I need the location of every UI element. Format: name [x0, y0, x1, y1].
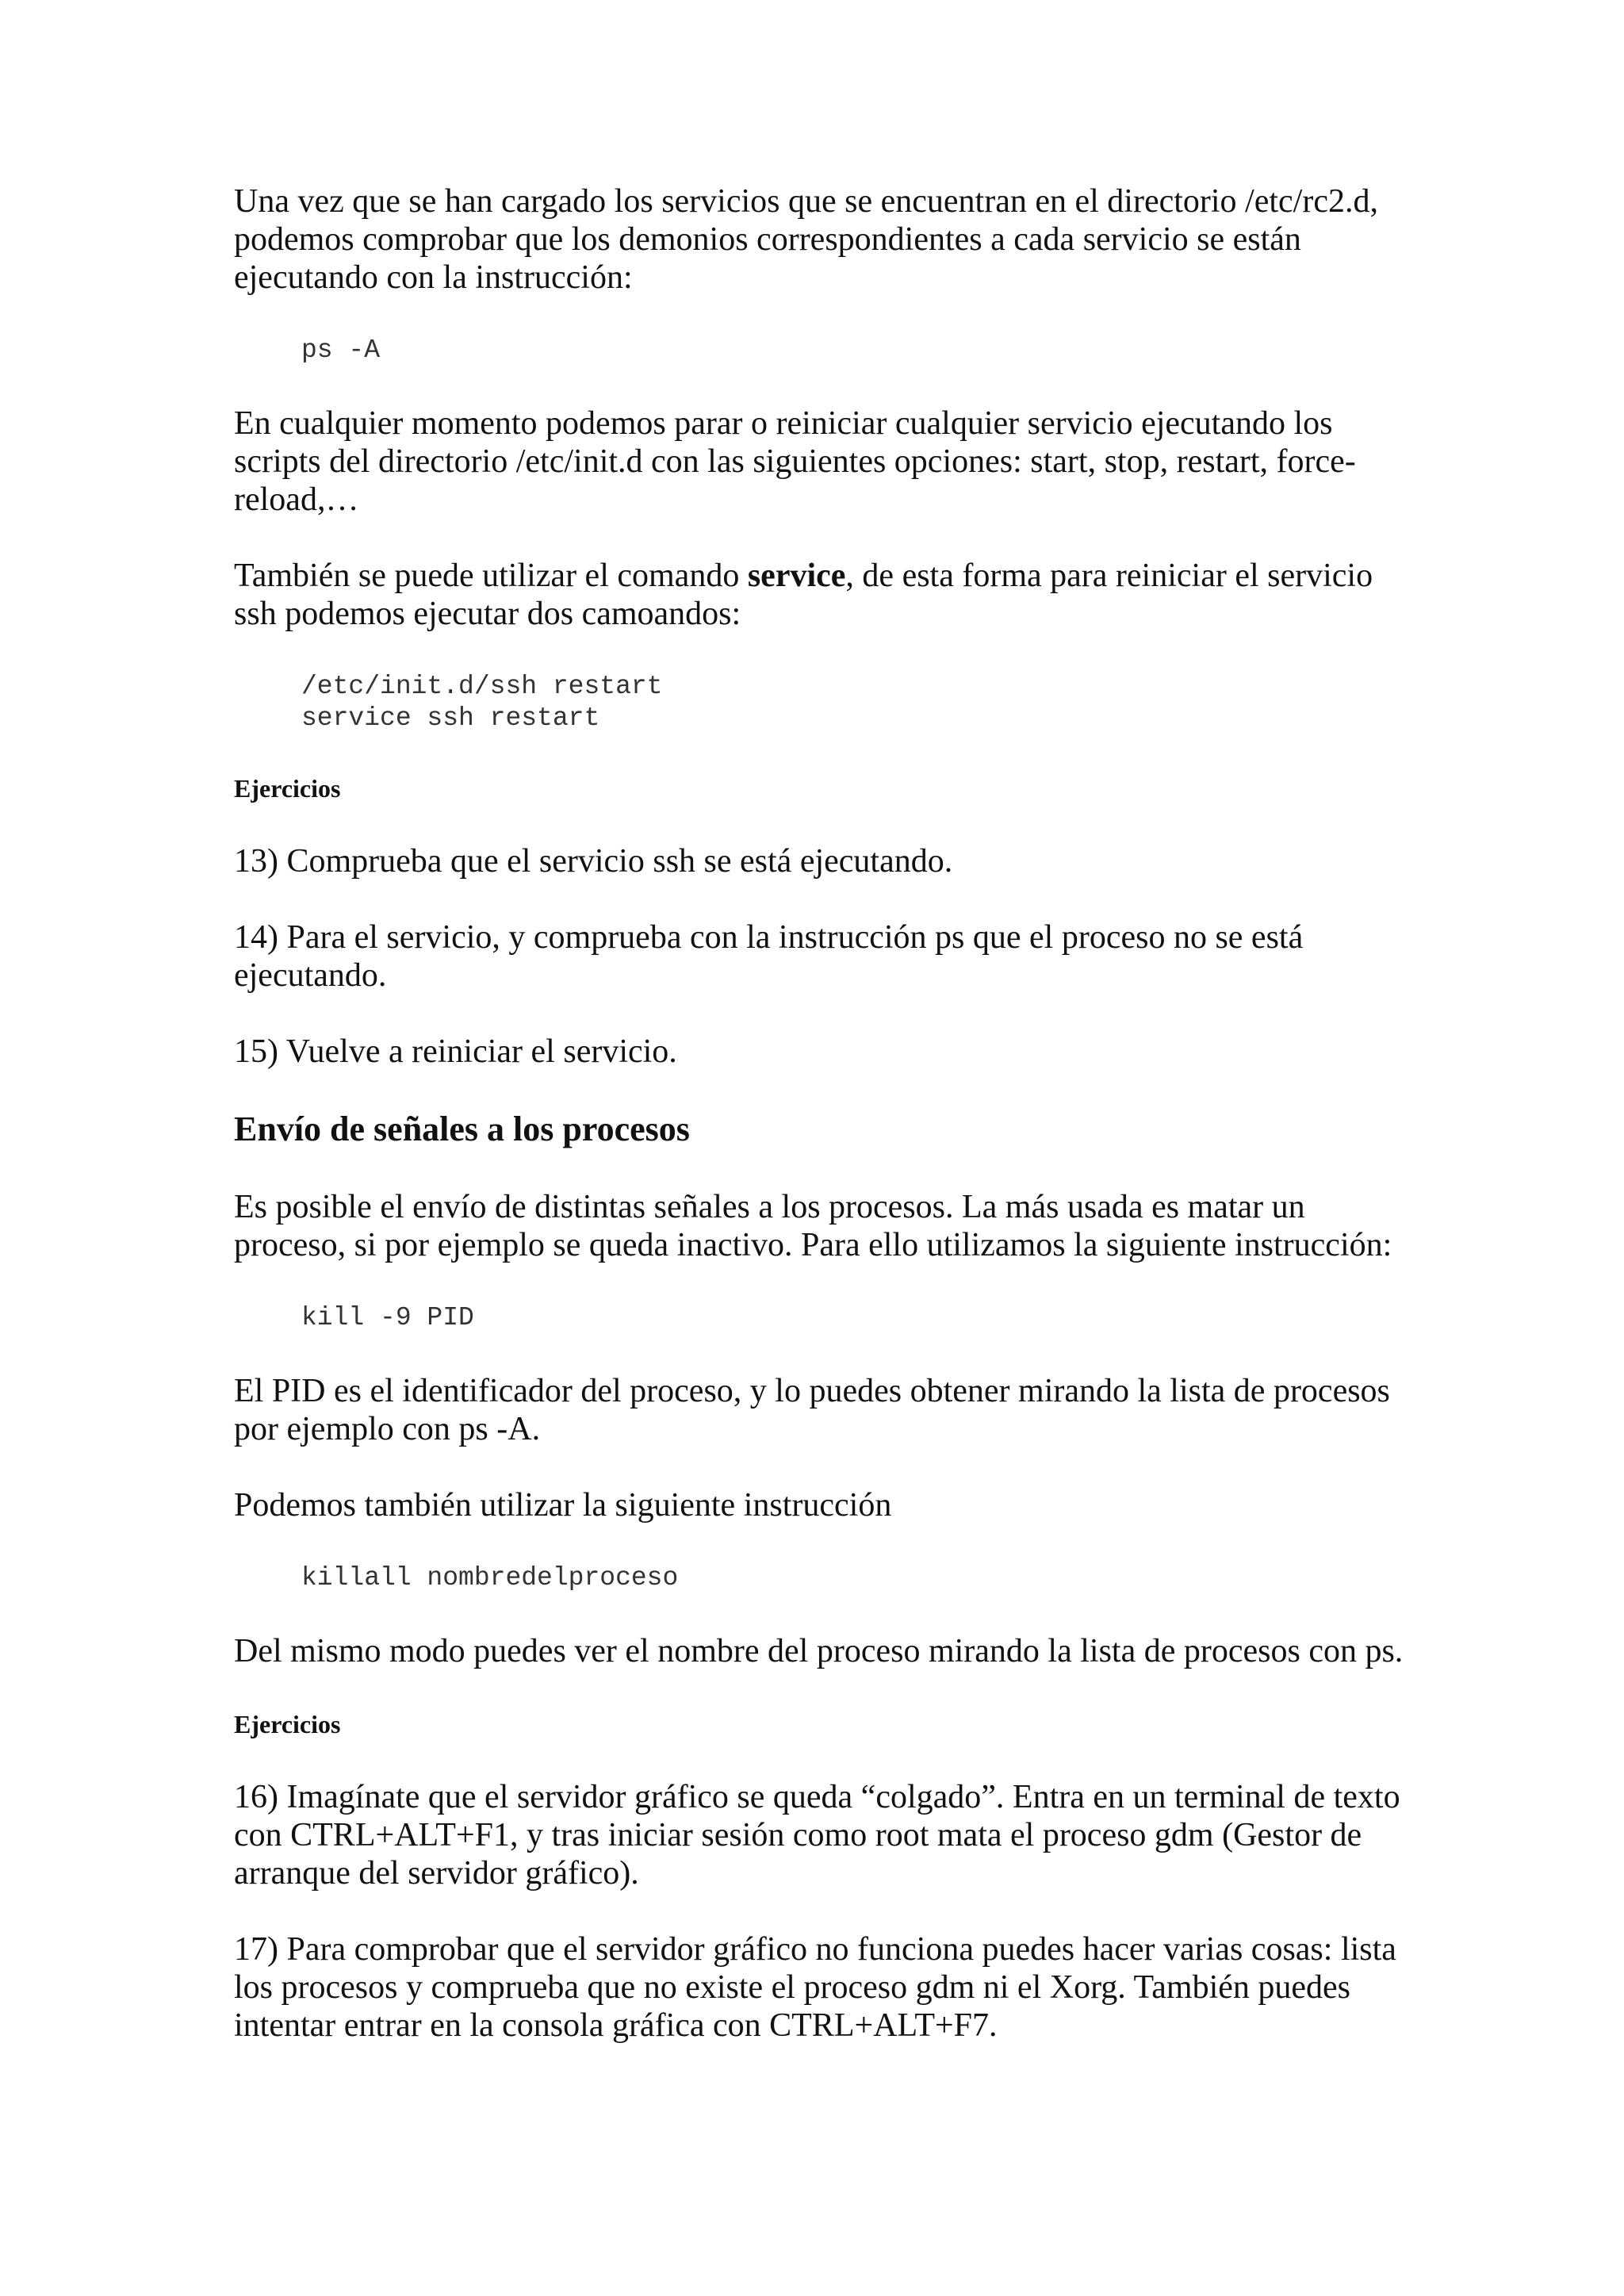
code-block-killall	[301, 1562, 1408, 1594]
code-block-ps	[301, 335, 1408, 366]
exercise-13: 13) Comprueba que el servicio ssh se está ejecutando.	[234, 843, 953, 880]
code-line-kill: kill -9 PID	[301, 1303, 474, 1332]
document-page	[234, 182, 1408, 2083]
paragraph-signals-intro: Es posible el envío de distintas señales a los procesos. La más usada es matar un proceso, si por ejemplo se queda inactivo. Para ello utilizamos la siguiente instrucción:	[234, 1189, 1392, 1263]
paragraph-rc2d: Una vez que se han cargado los servicios que se encuentran en el directorio /etc/rc2.d, podemos comprobar que los demonios correspondientes a cada servicio se están ejecutando con la instrucción:	[234, 183, 1378, 296]
paragraph-killall-intro: Podemos también utilizar la siguiente instrucción	[234, 1487, 892, 1524]
exercise-14: 14) Para el servicio, y comprueba con la instrucción ps que el proceso no se está ejecutando.	[234, 919, 1304, 994]
service-keyword: service	[747, 558, 846, 594]
exercises-heading: Ejercicios	[234, 774, 341, 803]
paragraph-init-scripts: En cualquier momento podemos parar o reiniciar cualquier servicio ejecutando los scripts del directorio /etc/init.d con las siguientes opciones: start, stop, restart, force-reload,…	[234, 405, 1356, 518]
code-block-kill	[301, 1302, 1408, 1334]
exercise-15: 15) Vuelve a reiniciar el servicio.	[234, 1033, 677, 1070]
code-line-killall: killall nombredelproceso	[301, 1563, 679, 1593]
exercises-heading-2: Ejercicios	[234, 1710, 341, 1738]
code-line-service-restart: service ssh restart	[301, 703, 600, 733]
paragraph-process-name: Del mismo modo puedes ver el nombre del proceso mirando la lista de procesos con ps.	[234, 1633, 1404, 1669]
code-block-ssh-restart	[301, 671, 1408, 734]
paragraph-service-text-before: También se puede utilizar el comando	[234, 558, 748, 594]
exercise-16: 16) Imagínate que el servidor gráfico se queda “colgado”. Entra en un terminal de texto con CTRL+ALT+F1, y tras iniciar sesión como root mata el proceso gdm (Gestor de arranque del servidor gráfico).	[234, 1779, 1400, 1892]
paragraph-service-command	[234, 557, 1408, 633]
code-line-init-restart: /etc/init.d/ssh restart	[301, 672, 663, 701]
paragraph-pid: El PID es el identificador del proceso, y lo puedes obtener mirando la lista de procesos por ejemplo con ps -A.	[234, 1373, 1390, 1447]
code-line-ps: ps -A	[301, 335, 381, 365]
exercise-17: 17) Para comprobar que el servidor gráfico no funciona puedes hacer varias cosas: lista los procesos y comprueba que no existe el proceso gdm ni el Xorg. También puedes intentar entrar en la consola gráfica con CTRL+ALT+F7.	[234, 1931, 1396, 2044]
section-title-signals: Envío de señales a los procesos	[234, 1110, 690, 1148]
paragraph-service-text-after: , de esta forma para reiniciar el servicio ssh podemos ejecutar dos camoandos:	[234, 558, 1373, 632]
